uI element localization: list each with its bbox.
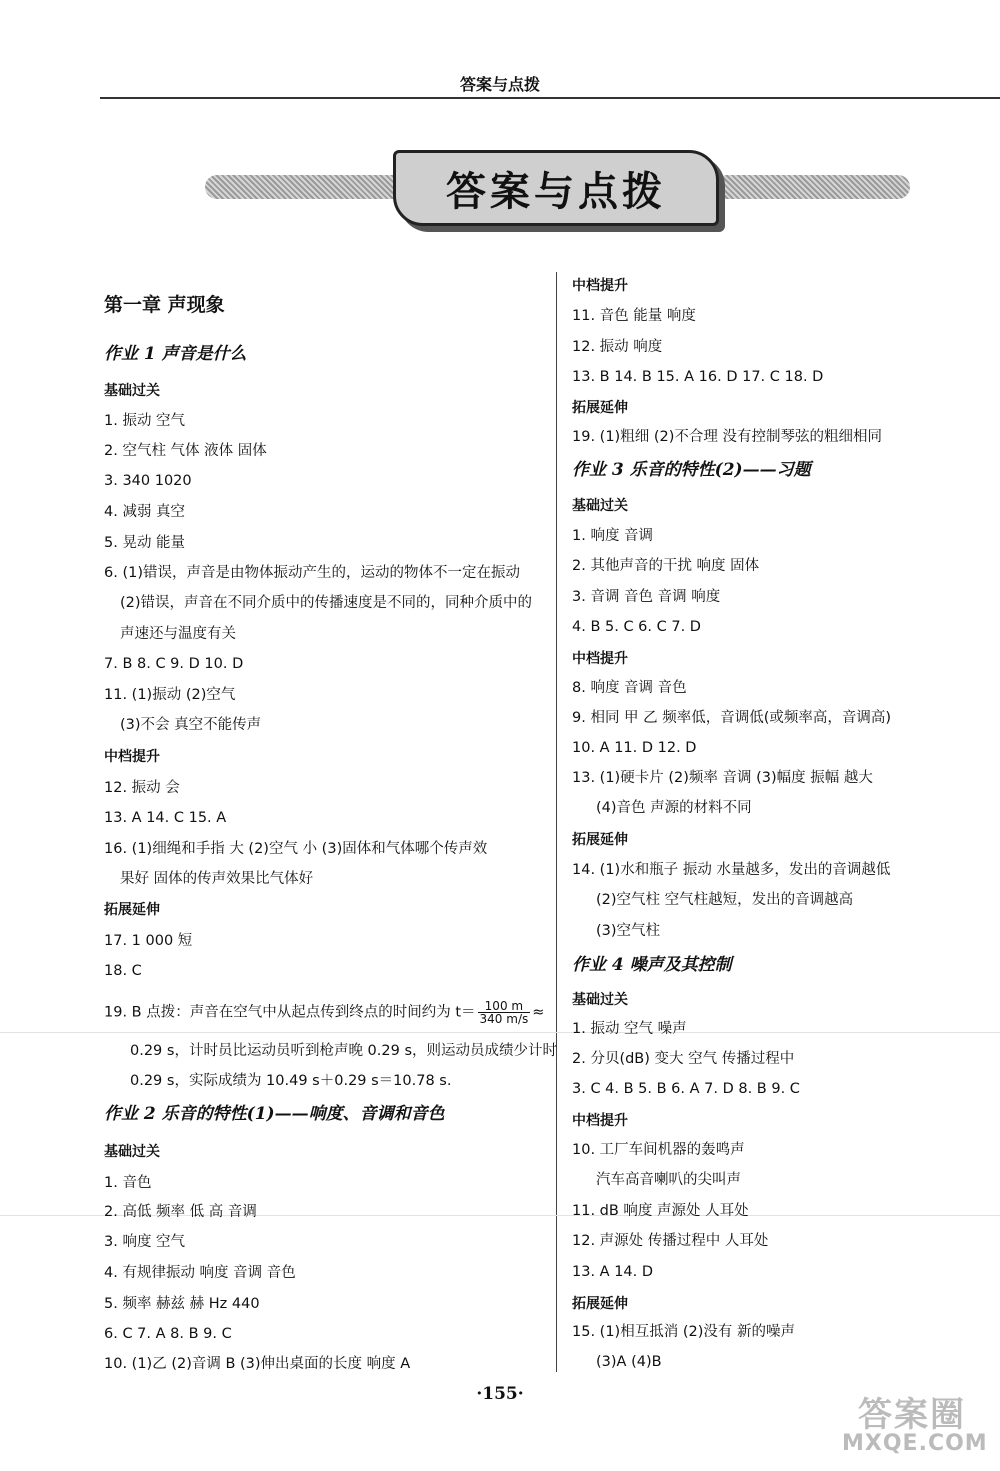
section-heading: 基础过关 <box>572 498 628 514</box>
answer-line: 声速还与温度有关 <box>120 626 236 642</box>
answer-line: 17. 1 000 短 <box>104 933 193 949</box>
header-rule <box>100 97 1000 99</box>
answer-line: (2)空气柱 空气柱越短，发出的音调越高 <box>596 892 854 908</box>
banner-box <box>393 150 719 226</box>
answer-line: 3. 响度 空气 <box>104 1234 186 1250</box>
fraction <box>478 1000 531 1025</box>
answer-line: 14. (1)水和瓶子 振动 水量越多，发出的音调越低 <box>572 862 891 878</box>
answer-line: 11. dB 响度 声源处 人耳处 <box>572 1203 749 1219</box>
answer-line: (3)空气柱 <box>596 923 661 939</box>
answer-line: 果好 固体的传声效果比气体好 <box>120 871 314 887</box>
answer-line: 4. 减弱 真空 <box>104 504 186 520</box>
answer-line: 16. (1)细绳和手指 大 (2)空气 小 (3)固体和气体哪个传声效 <box>104 841 488 857</box>
section-heading: 中档提升 <box>572 1113 628 1129</box>
answer-line: 2. 分贝(dB) 变大 空气 传播过程中 <box>572 1051 795 1067</box>
approx-sign: ≈ <box>532 1004 545 1021</box>
answer-line: (2)错误，声音在不同介质中的传播速度是不同的，同种介质中的 <box>120 595 533 611</box>
running-header: 答案与点拨 <box>459 75 540 94</box>
chapter-title: 第一章 声现象 <box>104 294 225 316</box>
answer-line: 11. (1)振动 (2)空气 <box>104 687 236 703</box>
answer-line: 0.29 s，实际成绩为 10.49 s＋0.29 s＝10.78 s. <box>130 1073 452 1089</box>
answer-line: (4)音色 声源的材料不同 <box>596 800 752 816</box>
answer-line: 13. A 14. C 15. A <box>104 810 227 826</box>
answer-line: 10. A 11. D 12. D <box>572 740 697 756</box>
answer-line: 12. 声源处 传播过程中 人耳处 <box>572 1233 769 1249</box>
answer-line: 15. (1)相互抵消 (2)没有 新的噪声 <box>572 1324 795 1340</box>
answer-line: (3)A (4)B <box>596 1354 662 1370</box>
answer-line: 4. B 5. C 6. C 7. D <box>572 619 701 635</box>
answer-line: 1. 振动 空气 噪声 <box>572 1021 687 1037</box>
answer-line: 0.29 s，计时员比运动员听到枪声晚 0.29 s，则运动员成绩少计时 <box>130 1043 558 1059</box>
watermark-top: 答案圈 <box>858 1395 966 1435</box>
answer-line-formula <box>104 1000 544 1025</box>
answer-line: 13. B 14. B 15. A 16. D 17. C 18. D <box>572 369 824 385</box>
answer-line: 5. 频率 赫兹 赫 Hz 440 <box>104 1296 260 1312</box>
scan-line <box>0 1032 1000 1033</box>
fraction-numerator: 100 m <box>478 1000 531 1013</box>
answer-line: 10. (1)乙 (2)音调 B (3)伸出桌面的长度 响度 A <box>104 1356 411 1372</box>
column-divider <box>556 272 557 1372</box>
answer-line: 3. 音调 音色 音调 响度 <box>572 589 721 605</box>
homework-title: 作业 2 乐音的特性(1)——响度、音调和音色 <box>104 1104 445 1124</box>
page-number: ·155· <box>476 1384 524 1404</box>
section-heading: 拓展延伸 <box>572 832 628 848</box>
answer-line: 2. 空气柱 气体 液体 固体 <box>104 443 267 459</box>
answer-line: 11. 音色 能量 响度 <box>572 308 696 324</box>
banner-strip-left <box>205 175 425 199</box>
answer-line: 汽车高音喇叭的尖叫声 <box>596 1172 741 1188</box>
answer-line: 1. 音色 <box>104 1175 152 1191</box>
section-heading: 基础过关 <box>104 383 160 399</box>
answer-line: 2. 高低 频率 低 高 音调 <box>104 1204 257 1220</box>
section-heading: 中档提升 <box>572 651 628 667</box>
answer-line: 4. 有规律振动 响度 音调 音色 <box>104 1265 296 1281</box>
formula-text: 19. B 点拨：声音在空气中从起点传到终点的时间约为 t＝ <box>104 1004 476 1021</box>
answer-line: 12. 振动 会 <box>104 780 180 796</box>
answer-line: 9. 相同 甲 乙 频率低，音调低(或频率高，音调高) <box>572 710 892 726</box>
section-heading: 中档提升 <box>104 749 160 765</box>
section-heading: 拓展延伸 <box>572 1296 628 1312</box>
section-heading: 基础过关 <box>104 1144 160 1160</box>
answer-line: 13. (1)硬卡片 (2)频率 音调 (3)幅度 振幅 越大 <box>572 770 873 786</box>
answer-line: 12. 振动 响度 <box>572 339 663 355</box>
answer-line: 13. A 14. D <box>572 1264 654 1280</box>
answer-line: 1. 振动 空气 <box>104 413 186 429</box>
section-heading: 拓展延伸 <box>104 902 160 918</box>
answer-line: 18. C <box>104 963 142 979</box>
homework-title: 作业 3 乐音的特性(2)——习题 <box>572 460 811 480</box>
answer-line: (3)不会 真空不能传声 <box>120 717 262 733</box>
answer-line: 6. (1)错误，声音是由物体振动产生的，运动的物体不一定在振动 <box>104 565 520 581</box>
answer-line: 6. C 7. A 8. B 9. C <box>104 1326 232 1342</box>
answer-line: 2. 其他声音的干扰 响度 固体 <box>572 558 760 574</box>
title-banner <box>205 150 910 225</box>
answer-line: 1. 响度 音调 <box>572 528 654 544</box>
answer-line: 5. 晃动 能量 <box>104 535 186 551</box>
answer-line: 3. C 4. B 5. B 6. A 7. D 8. B 9. C <box>572 1081 800 1097</box>
answer-line: 3. 340 1020 <box>104 473 192 489</box>
section-heading: 中档提升 <box>572 278 628 294</box>
answer-line: 8. 响度 音调 音色 <box>572 680 687 696</box>
banner-strip-right <box>715 175 910 199</box>
banner-title: 答案与点拨 <box>446 167 666 215</box>
watermark-bottom: MXQE.COM <box>842 1431 988 1456</box>
homework-title: 作业 1 声音是什么 <box>104 344 247 364</box>
section-heading: 拓展延伸 <box>572 400 628 416</box>
fraction-denominator: 340 m/s <box>479 1012 529 1026</box>
watermark-logo <box>842 1387 988 1457</box>
answer-line: 7. B 8. C 9. D 10. D <box>104 656 244 672</box>
answer-line: 19. (1)粗细 (2)不合理 没有控制琴弦的粗细相同 <box>572 429 882 445</box>
answer-line: 10. 工厂车间机器的轰鸣声 <box>572 1142 745 1158</box>
section-heading: 基础过关 <box>572 992 628 1008</box>
homework-title: 作业 4 噪声及其控制 <box>572 955 732 975</box>
